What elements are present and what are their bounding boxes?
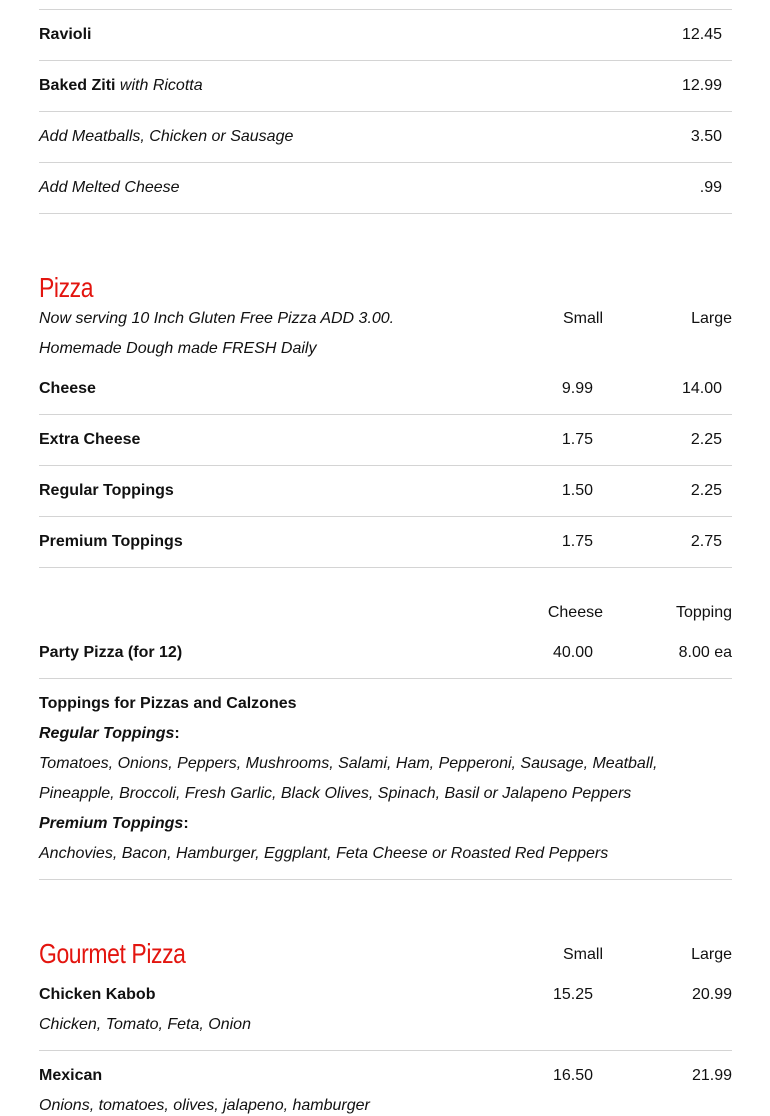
divider bbox=[39, 567, 732, 568]
column-header-large: Large bbox=[691, 310, 732, 327]
dough-note: Homemade Dough made FRESH Daily bbox=[39, 340, 317, 357]
price-small: 16.50 bbox=[552, 1067, 593, 1084]
divider bbox=[39, 465, 732, 466]
gluten-free-note: Now serving 10 Inch Gluten Free Pizza ADD 3.00. bbox=[39, 310, 395, 327]
price-large: 2.75 bbox=[690, 533, 722, 550]
price-small: 15.25 bbox=[552, 986, 593, 1003]
divider bbox=[39, 879, 732, 880]
regular-toppings-list: Tomatoes, Onions, Peppers, Mushrooms, Salami, Ham, Pepperoni, Sausage, Meatball, bbox=[39, 755, 658, 772]
item-name: Ravioli bbox=[39, 26, 92, 43]
item-name: Extra Cheese bbox=[39, 431, 141, 448]
column-header-small: Small bbox=[562, 310, 603, 327]
item-note: with Ricotta bbox=[119, 77, 203, 94]
section-title-gourmet-pizza: Gourmet Pizza bbox=[39, 938, 186, 969]
item-note: Add Meatballs, Chicken or Sausage bbox=[39, 128, 294, 145]
regular-toppings-label bbox=[39, 724, 180, 744]
divider bbox=[39, 162, 732, 163]
item-note: Add Melted Cheese bbox=[39, 179, 180, 196]
divider bbox=[39, 678, 732, 679]
premium-toppings-label bbox=[39, 814, 189, 834]
column-header-topping: Topping bbox=[675, 604, 732, 621]
column-header-cheese: Cheese bbox=[547, 604, 603, 621]
item-description: Chicken, Tomato, Feta, Onion bbox=[39, 1016, 251, 1033]
price-small: 1.75 bbox=[561, 533, 593, 550]
item-name: Party Pizza (for 12) bbox=[39, 644, 183, 661]
divider bbox=[39, 9, 732, 10]
divider bbox=[39, 111, 732, 112]
price-small: 1.50 bbox=[561, 482, 593, 499]
item-price: 12.99 bbox=[681, 77, 722, 94]
item-price: .99 bbox=[699, 179, 722, 196]
column-header-small: Small bbox=[562, 946, 603, 963]
item-name: Cheese bbox=[39, 380, 96, 397]
price-small: 1.75 bbox=[561, 431, 593, 448]
item-name: Mexican bbox=[39, 1067, 103, 1084]
divider bbox=[39, 213, 732, 214]
price-large: 20.99 bbox=[691, 986, 732, 1003]
toppings-heading: Toppings for Pizzas and Calzones bbox=[39, 695, 297, 712]
item-price: 3.50 bbox=[690, 128, 722, 145]
regular-toppings-list: Pineapple, Broccoli, Fresh Garlic, Black Olives, Spinach, Basil or Jalapeno Peppers bbox=[39, 785, 632, 802]
price-large: 2.25 bbox=[690, 482, 722, 499]
item-label bbox=[39, 76, 203, 96]
column-header-large: Large bbox=[691, 946, 732, 963]
price-cheese: 40.00 bbox=[552, 644, 593, 661]
price-large: 21.99 bbox=[691, 1067, 732, 1084]
price-small: 9.99 bbox=[561, 380, 593, 397]
label-text: Regular Toppings bbox=[39, 725, 175, 742]
divider bbox=[39, 516, 732, 517]
item-price: 12.45 bbox=[681, 26, 722, 43]
divider bbox=[39, 1050, 732, 1051]
item-name: Regular Toppings bbox=[39, 482, 174, 499]
item-description: Onions, tomatoes, olives, jalapeno, hamburger bbox=[39, 1097, 370, 1114]
price-large: 2.25 bbox=[690, 431, 722, 448]
item-name: Chicken Kabob bbox=[39, 986, 156, 1003]
label-text: Premium Toppings bbox=[39, 815, 184, 832]
section-title-pizza: Pizza bbox=[39, 272, 94, 303]
divider bbox=[39, 60, 732, 61]
label-colon: : bbox=[174, 725, 180, 742]
price-large: 14.00 bbox=[681, 380, 722, 397]
item-name: Baked Ziti bbox=[39, 77, 116, 94]
item-name: Premium Toppings bbox=[39, 533, 183, 550]
divider bbox=[39, 414, 732, 415]
premium-toppings-list: Anchovies, Bacon, Hamburger, Eggplant, Feta Cheese or Roasted Red Peppers bbox=[39, 845, 609, 862]
price-topping: 8.00 ea bbox=[678, 644, 732, 661]
label-colon: : bbox=[183, 815, 189, 832]
